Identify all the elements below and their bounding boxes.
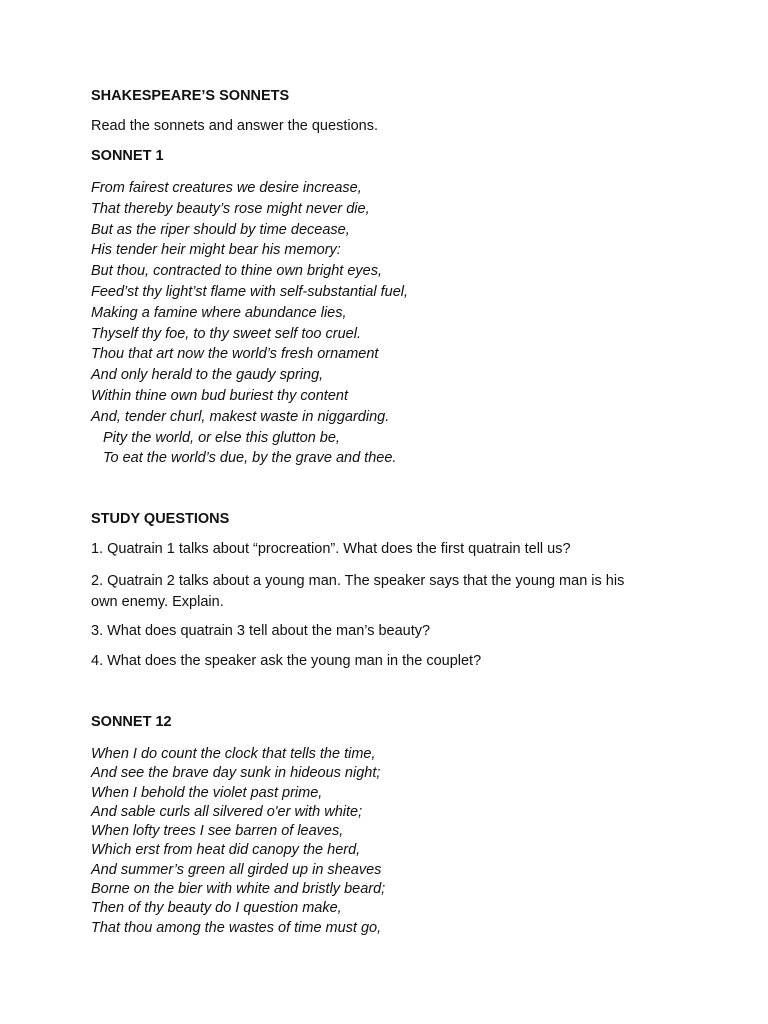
poem-line: Making a famine where abundance lies, bbox=[91, 304, 347, 321]
poem-line: And only herald to the gaudy spring, bbox=[91, 367, 324, 384]
poem-line: Borne on the bier with white and bristly beard; bbox=[91, 881, 386, 898]
poem-line: And sable curls all silvered o'er with white; bbox=[91, 803, 363, 820]
document-heading: SHAKESPEARE’S SONNETS bbox=[91, 88, 290, 104]
poem-line: That thereby beauty’s rose might never die, bbox=[91, 200, 370, 217]
poem-line: And, tender churl, makest waste in niggarding. bbox=[91, 408, 390, 425]
study-questions-title: STUDY QUESTIONS bbox=[91, 511, 230, 527]
poem-line: Thou that art now the world’s fresh ornament bbox=[91, 346, 379, 363]
poem-line: When I behold the violet past prime, bbox=[91, 784, 323, 801]
sonnet-12-body bbox=[91, 745, 385, 938]
poem-line: Within thine own bud buriest thy content bbox=[91, 387, 348, 404]
poem-line: And summer’s green all girded up in sheaves bbox=[91, 861, 382, 878]
poem-line: But thou, contracted to thine own bright eyes, bbox=[91, 263, 382, 280]
question-4: 4. What does the speaker ask the young man in the couplet? bbox=[91, 653, 482, 669]
sonnet-12-title: SONNET 12 bbox=[91, 714, 172, 730]
sonnet-1-body bbox=[91, 178, 408, 469]
question-3: 3. What does quatrain 3 tell about the man’s beauty? bbox=[91, 623, 431, 639]
poem-line: His tender heir might bear his memory: bbox=[91, 242, 341, 259]
poem-line: When lofty trees I see barren of leaves, bbox=[91, 823, 344, 840]
poem-line: Which erst from heat did canopy the herd, bbox=[91, 842, 361, 859]
couplet-line: Pity the world, or else this glutton be, bbox=[103, 429, 340, 446]
question-1: 1. Quatrain 1 talks about “procreation”. What does the first quatrain tell us? bbox=[91, 541, 571, 557]
couplet-line: To eat the world’s due, by the grave and thee. bbox=[103, 450, 397, 467]
instruction-text: Read the sonnets and answer the questions. bbox=[91, 118, 378, 134]
poem-line: But as the riper should by time decease, bbox=[91, 221, 350, 238]
question-2: 2. Quatrain 2 talks about a young man. The speaker says that the young man is his own enemy. Explain. bbox=[91, 573, 625, 610]
poem-line: And see the brave day sunk in hideous night; bbox=[91, 765, 381, 782]
poem-line: Thyself thy foe, to thy sweet self too cruel. bbox=[91, 325, 361, 342]
poem-line: Then of thy beauty do I question make, bbox=[91, 900, 342, 917]
poem-line: From fairest creatures we desire increase, bbox=[91, 180, 362, 196]
poem-line: When I do count the clock that tells the time, bbox=[91, 746, 376, 762]
poem-line: That thou among the wastes of time must go, bbox=[91, 919, 382, 936]
poem-line: Feed’st thy light’st flame with self-substantial fuel, bbox=[91, 283, 409, 300]
sonnet-1-title: SONNET 1 bbox=[91, 148, 164, 164]
